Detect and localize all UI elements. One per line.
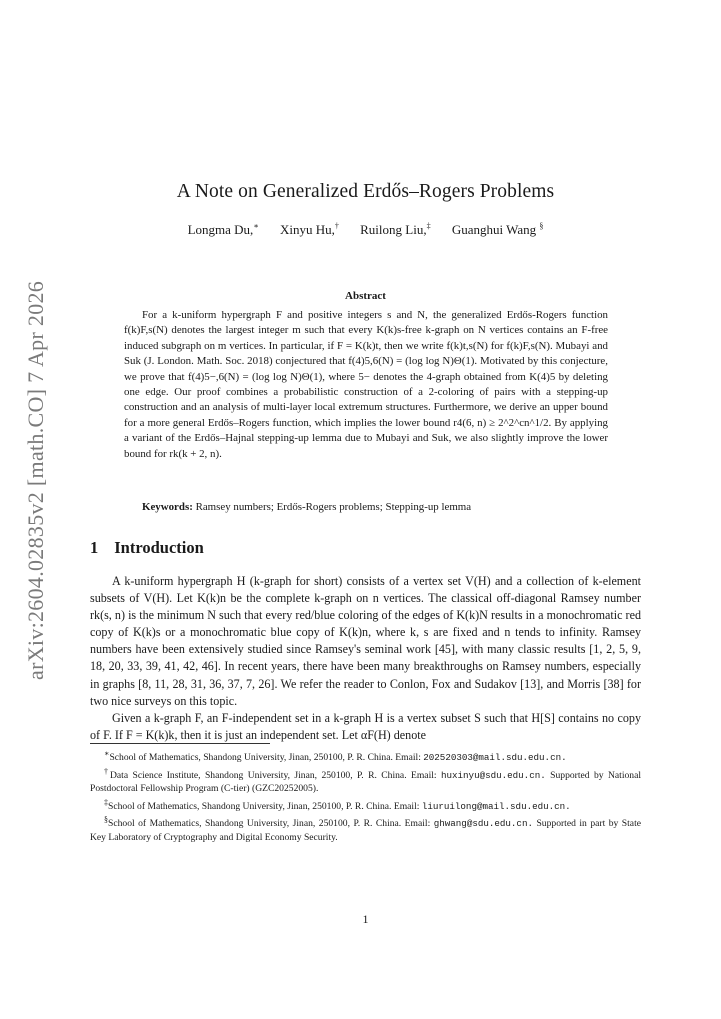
arxiv-identifier: arXiv:2604.02835v2 [math.CO] 7 Apr 2026	[23, 280, 48, 680]
footnote-4: §School of Mathematics, Shandong University, Jinan, 250100, P. R. China. Email: ghwang@sdu.edu.cn. Supported in part by State Key Laboratory of Cryptography and Digital Economy Security.	[90, 815, 641, 843]
footnotes	[90, 747, 641, 844]
footnote-2: †Data Science Institute, Shandong University, Jinan, 250100, P. R. China. Email: huxinyu@sdu.edu.cn. Supported by National Postdoctoral Fellowship Program (C-tier) (GZC20252005).	[90, 766, 642, 795]
keywords-text: Ramsey numbers; Erdős-Rogers problems; Stepping-up lemma	[195, 501, 472, 513]
author-wang: Guanghui Wang §	[451, 222, 544, 238]
abstract-text: For a k-uniform hypergraph F and positive integers s and N, the generalized Erdős-Rogers function f(k)F,s(N) denotes the largest integer m such that every K(k)s-free k-graph on N vertices contains an F-free induced subgraph on m vertices. In particular, if F = K(k)t, then we write f(k)t,s(N) for f(k)F,s(N). Mubayi and Suk (J. London. Math. Soc. 2018) conjectured that f(4)5,6(N) = (log log N)Θ(1). Motivated by this conjecture, we prove that f(4)5−,6(N) = (log log N)Θ(1), where 5− denotes the 4-graph obtained from K(4)5 by deleting one edge. Our proof combines a probabilistic construction of a 2-coloring of pairs with a stepping-up construction and an analysis of multi-layer local extremum structures. Furthermore, we derive an upper bound for a more general Erdős–Rogers function, which implies the lower bound r4(6, n) ≥ 2^2^cn^1/2. By applying a variant of the Erdős–Hajnal stepping-up lemma due to Mubayi and Suk, we also slightly improve the lower bound for rk(k + 2, n).	[124, 309, 608, 460]
author-liu: Ruilong Liu,‡	[360, 222, 431, 238]
keywords	[124, 501, 608, 513]
paragraph-1: A k-uniform hypergraph H (k-graph for short) consists of a vertex set V(H) and a collection of k-element subsets of V(H). Let K(k)n be the complete k-graph on n vertices. The classical off-diagonal Ramsey number rk(s, n) is the minimum N such that every red/blue coloring of the edges of K(k)N results in a monochromatic red copy of K(k)s or a monochromatic blue copy of K(k)n, where k, s are fixed and n tends to infinity. Ramsey numbers have been extensively studied since Ramsey's seminal work [45], with many classic results [1, 2, 5, 9, 18, 20, 33, 39, 41, 42, 46]. In recent years, there have been many breakthroughs on Ramsey numbers, especially in graphs [8, 11, 28, 31, 36, 37, 7, 26]. We refer the reader to Conlon, Fox and Sudakov [13], and Morris [38] for two nice surveys on this topic.	[90, 574, 641, 708]
paper-title: A Note on Generalized Erdős–Rogers Problems	[176, 181, 555, 202]
footnote-3: ‡School of Mathematics, Shandong University, Jinan, 250100, P. R. China. Email: liuruilong@mail.sdu.edu.cn.	[104, 797, 571, 812]
author-hu: Xinyu Hu,†	[280, 222, 339, 238]
footnote-1-email[interactable]: 202520303@mail.sdu.edu.cn.	[423, 752, 567, 764]
abstract-heading: Abstract	[345, 290, 386, 302]
footnote-2-email[interactable]: huxinyu@sdu.edu.cn.	[440, 769, 546, 781]
footnote-rule	[90, 743, 270, 744]
section-title: Introduction	[114, 538, 204, 557]
footnote-1: ∗School of Mathematics, Shandong University, Jinan, 250100, P. R. China. Email: 202520303@mail.sdu.edu.cn.	[104, 749, 567, 764]
author-du: Longma Du,∗	[187, 222, 259, 238]
keywords-label: Keywords:	[142, 501, 193, 513]
section-heading	[90, 538, 204, 558]
page-number: 1	[362, 912, 369, 926]
footnote-4-email[interactable]: ghwang@sdu.edu.cn.	[433, 818, 533, 830]
paragraph-2: Given a k-graph F, an F-independent set in a k-graph H is a vertex subset S such that H[S] contains no copy of F. If F = K(k)k, then it is just an independent set. Let αF(H) denote	[90, 710, 641, 742]
footnote-3-email[interactable]: liuruilong@mail.sdu.edu.cn.	[421, 800, 571, 812]
author-list	[90, 222, 641, 238]
section-number: 1	[90, 538, 99, 557]
section-body	[90, 573, 641, 744]
